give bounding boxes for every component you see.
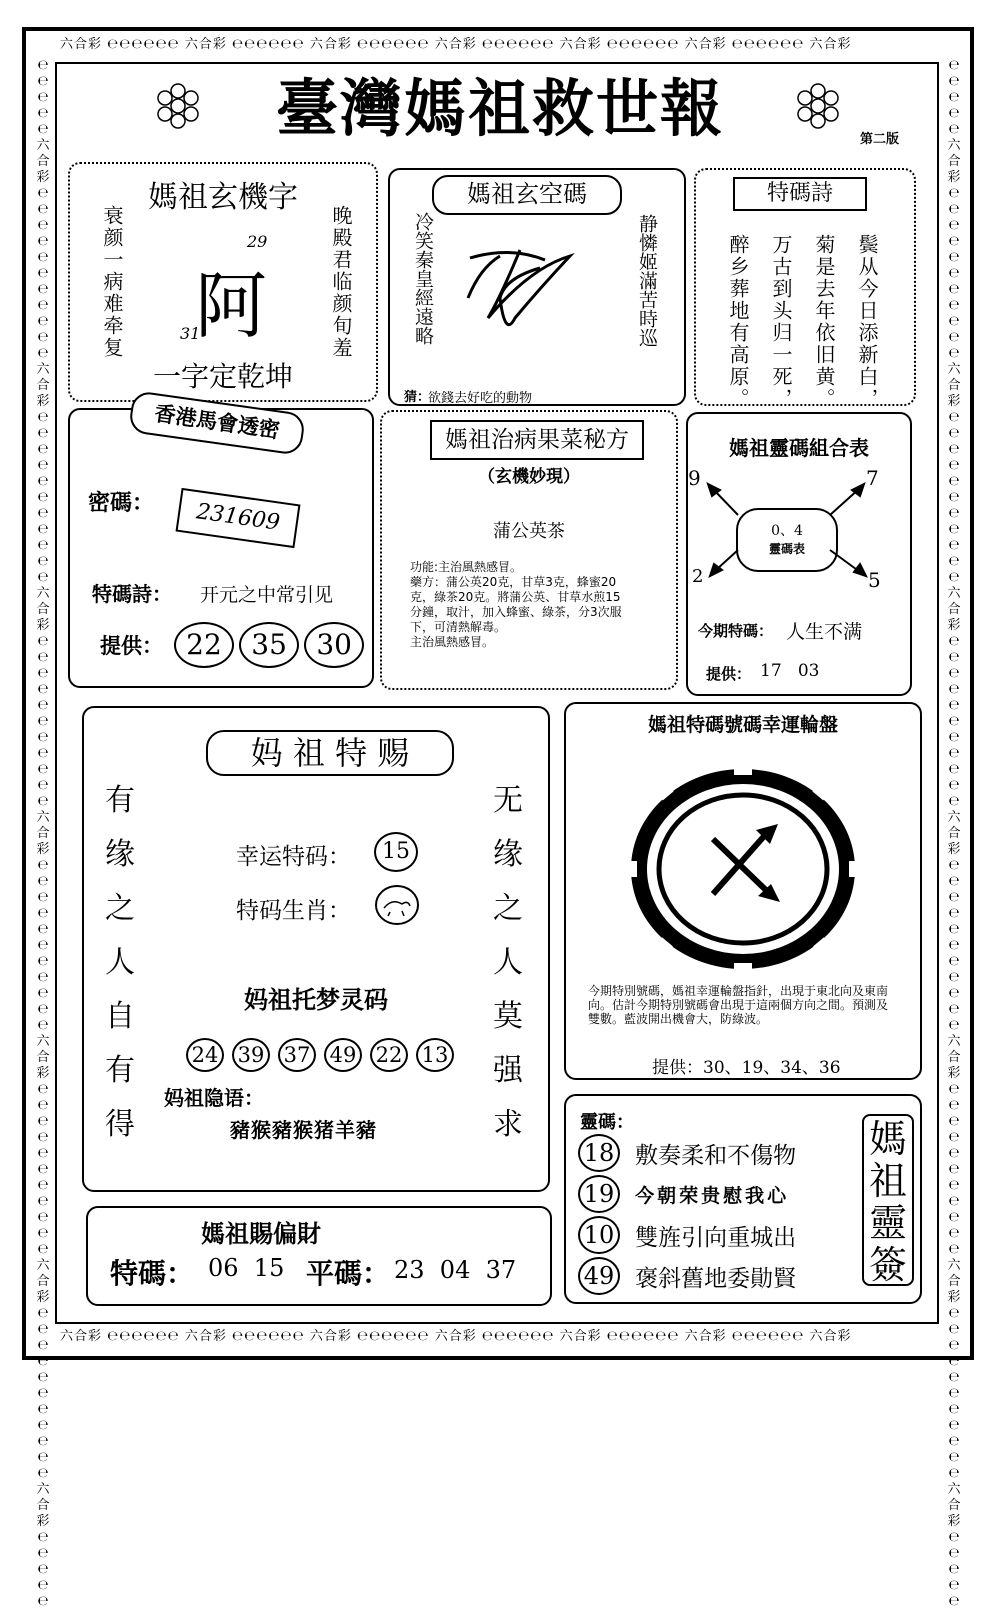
lucky-wheel: [628, 766, 858, 976]
hk-code: 231609: [176, 488, 301, 548]
blessing-title: 妈 祖 特 赐: [206, 730, 454, 776]
hint-label: 妈祖隐语：: [164, 1086, 264, 1110]
oracle-item: [578, 1216, 796, 1257]
combo-center-label: 靈碼表: [768, 542, 805, 556]
left-border-text: ℮℮℮℮℮六合彩℮℮℮℮℮℮℮℮℮℮℮六合彩℮℮℮℮℮℮℮℮℮℮℮六合彩℮℮℮℮℮℮℮℮℮℮℮六合彩℮℮℮℮℮℮℮℮℮℮℮六合彩℮℮℮℮℮℮℮℮℮℮℮六合彩℮℮℮℮℮℮℮℮℮℮℮六合彩℮℮℮℮℮: [36, 58, 50, 1609]
combo-center-value: 0、4: [771, 523, 803, 539]
xuanji-num-top: 29: [247, 232, 268, 251]
poem-line-4: 醉乡葬地有高原。: [726, 234, 750, 410]
handwritten-glyph: [460, 238, 580, 348]
oracle-badge: 媽祖靈簽: [862, 1114, 914, 1286]
wealth-title: 媽祖賜偏財: [201, 1220, 321, 1248]
dream-number: 22: [370, 1038, 408, 1072]
wheel-title: 媽祖特碼號碼幸運輪盤: [647, 714, 838, 736]
flower-ornament-right: [792, 80, 844, 132]
dream-number-list: [186, 1038, 454, 1072]
wheel-desc: 今期特別號碼，媽祖幸運輪盤指針，出現于東北向及東南向。估計今期特別號碼會出現于這兩個方向之間。預測及雙數。藍波開出機會大，防綠波。: [588, 984, 889, 1026]
oracle-text: 褒斜舊地委勛賢: [635, 1265, 797, 1292]
wealth-special: 06 15: [208, 1254, 285, 1282]
xuanji-left-poem: 衰颜一病难牵复: [100, 205, 124, 359]
flower-ornament-left: [152, 80, 204, 132]
poem-line-2: 菊是去年依旧黄。: [812, 234, 836, 410]
right-border-text: ℮℮℮℮℮六合彩℮℮℮℮℮℮℮℮℮℮℮六合彩℮℮℮℮℮℮℮℮℮℮℮六合彩℮℮℮℮℮℮℮℮℮℮℮六合彩℮℮℮℮℮℮℮℮℮℮℮六合彩℮℮℮℮℮℮℮℮℮℮℮六合彩℮℮℮℮℮℮℮℮℮℮℮六合彩℮℮℮℮℮: [947, 58, 961, 1609]
xuankong-right-text: 静憐姬滿苦時巡: [636, 214, 658, 347]
oracle-label: 靈碼：: [580, 1112, 634, 1133]
oracle-text: 雙旌引向重城出: [635, 1224, 797, 1251]
hint-text: 豬猴豬猴猪羊豬: [230, 1118, 377, 1142]
poem-title: 特碼詩: [733, 177, 867, 211]
hk-number: 35: [239, 622, 299, 668]
combo-corner-tl: 9: [688, 466, 701, 490]
xuankong-guess-label: 猜：: [404, 390, 431, 405]
oracle-item: [578, 1134, 796, 1175]
xuankong-title: 媽祖玄空碼: [432, 175, 622, 215]
hk-number: 22: [174, 622, 234, 668]
oracle-number: 19: [578, 1175, 620, 1213]
xuanji-char: 阿: [195, 264, 268, 348]
hk-number: 30: [304, 622, 364, 668]
hk-poem-label: 特碼詩：: [92, 582, 172, 606]
xuanji-num-bottom: 31: [180, 324, 201, 343]
xuankong-guess-text: 欲錢去好吃的動物: [428, 391, 533, 406]
bottom-border-text: 六合彩 ℮℮℮℮℮℮ 六合彩 ℮℮℮℮℮℮ 六合彩 ℮℮℮℮℮℮ 六合彩 ℮℮℮℮℮℮ 六合彩 ℮℮℮℮℮℮ 六合彩 ℮℮℮℮℮℮ 六合彩: [60, 1329, 852, 1344]
top-border-text: 六合彩 ℮℮℮℮℮℮ 六合彩 ℮℮℮℮℮℮ 六合彩 ℮℮℮℮℮℮ 六合彩 ℮℮℮℮℮℮ 六合彩 ℮℮℮℮℮℮ 六合彩 ℮℮℮℮℮℮ 六合彩: [60, 37, 852, 52]
blessing-left-text: 有缘之人自有得: [105, 783, 135, 1142]
zodiac-label: 特码生肖：: [236, 898, 351, 924]
oracle-number: 10: [578, 1216, 620, 1254]
dream-number: 13: [416, 1038, 454, 1072]
remedy-title: 媽祖治病果菜秘方: [430, 420, 644, 460]
hk-number-list: [174, 622, 364, 668]
poem-line-1: 鬓从今日添新白，: [855, 234, 879, 410]
combo-title: 媽祖靈碼組合表: [729, 436, 869, 460]
poem-line-3: 万古到头归一死，: [769, 234, 793, 410]
remedy-desc: 功能:主治風熱感冒。 藥方：蒲公英20克，甘草3克，蜂蜜20克，綠茶20克。將蒲公英、甘草水煎15分鐘，取汁，加入蜂蜜、綠茶，分3次服下，可清熱解毒。 主治風熱感冒。: [410, 560, 622, 649]
edition-label: 第二版: [860, 132, 900, 147]
combo-corner-bl: 2: [692, 566, 704, 587]
zodiac-icon: [374, 884, 420, 926]
oracle-number: 49: [578, 1257, 620, 1295]
hk-poem: 开元之中常引见: [200, 584, 334, 606]
xuankong-left-text: 冷笑秦皇經遠略: [412, 212, 434, 345]
hk-title: 香港馬會透密: [128, 390, 306, 456]
xuanji-right-poem: 晚殿君临颜旬羞: [329, 205, 353, 359]
combo-provide-label: 提供：: [706, 665, 752, 683]
combo-provide-values: 17 03: [760, 661, 820, 681]
lucky-number-label: 幸运特码：: [236, 844, 351, 870]
oracle-text: 今朝荣贵慰我心: [635, 1184, 790, 1207]
combo-special-label: 今期特碼：: [698, 622, 774, 640]
remedy-subtitle: （玄機妙現）: [478, 467, 580, 487]
wheel-provide: 提供：30、19、34、36: [652, 1058, 841, 1078]
combo-special-text: 人生不满: [786, 621, 863, 643]
lucky-number: 15: [374, 832, 418, 872]
combo-corner-tr: 7: [866, 466, 879, 490]
dream-number: 37: [278, 1038, 316, 1072]
dream-number: 49: [324, 1038, 362, 1072]
xuanji-footer: 一字定乾坤: [152, 360, 293, 393]
oracle-item: [578, 1175, 796, 1216]
blessing-right-text: 无缘之人莫强求: [493, 783, 523, 1142]
page-title: 臺灣媽祖救世報: [275, 72, 724, 145]
oracle-number: 18: [578, 1134, 620, 1172]
oracle-list: [578, 1134, 796, 1298]
dream-number: 24: [186, 1038, 224, 1072]
wealth-regular: 23 04 37: [394, 1256, 517, 1284]
dream-number: 39: [232, 1038, 270, 1072]
remedy-name: 蒲公英茶: [493, 521, 565, 542]
combo-corner-br: 5: [868, 568, 881, 592]
hk-provide-label: 提供：: [100, 634, 163, 658]
wealth-special-label: 特碼：: [110, 1257, 195, 1290]
xuanji-title: 媽祖玄機字: [148, 180, 298, 215]
hk-code-label: 密碼：: [88, 491, 155, 516]
combo-center: [736, 508, 838, 572]
wealth-regular-label: 平碼：: [306, 1257, 391, 1290]
dream-title: 妈祖托梦灵码: [244, 986, 388, 1014]
oracle-text: 敷奏柔和不傷物: [635, 1142, 797, 1169]
oracle-item: [578, 1257, 796, 1298]
